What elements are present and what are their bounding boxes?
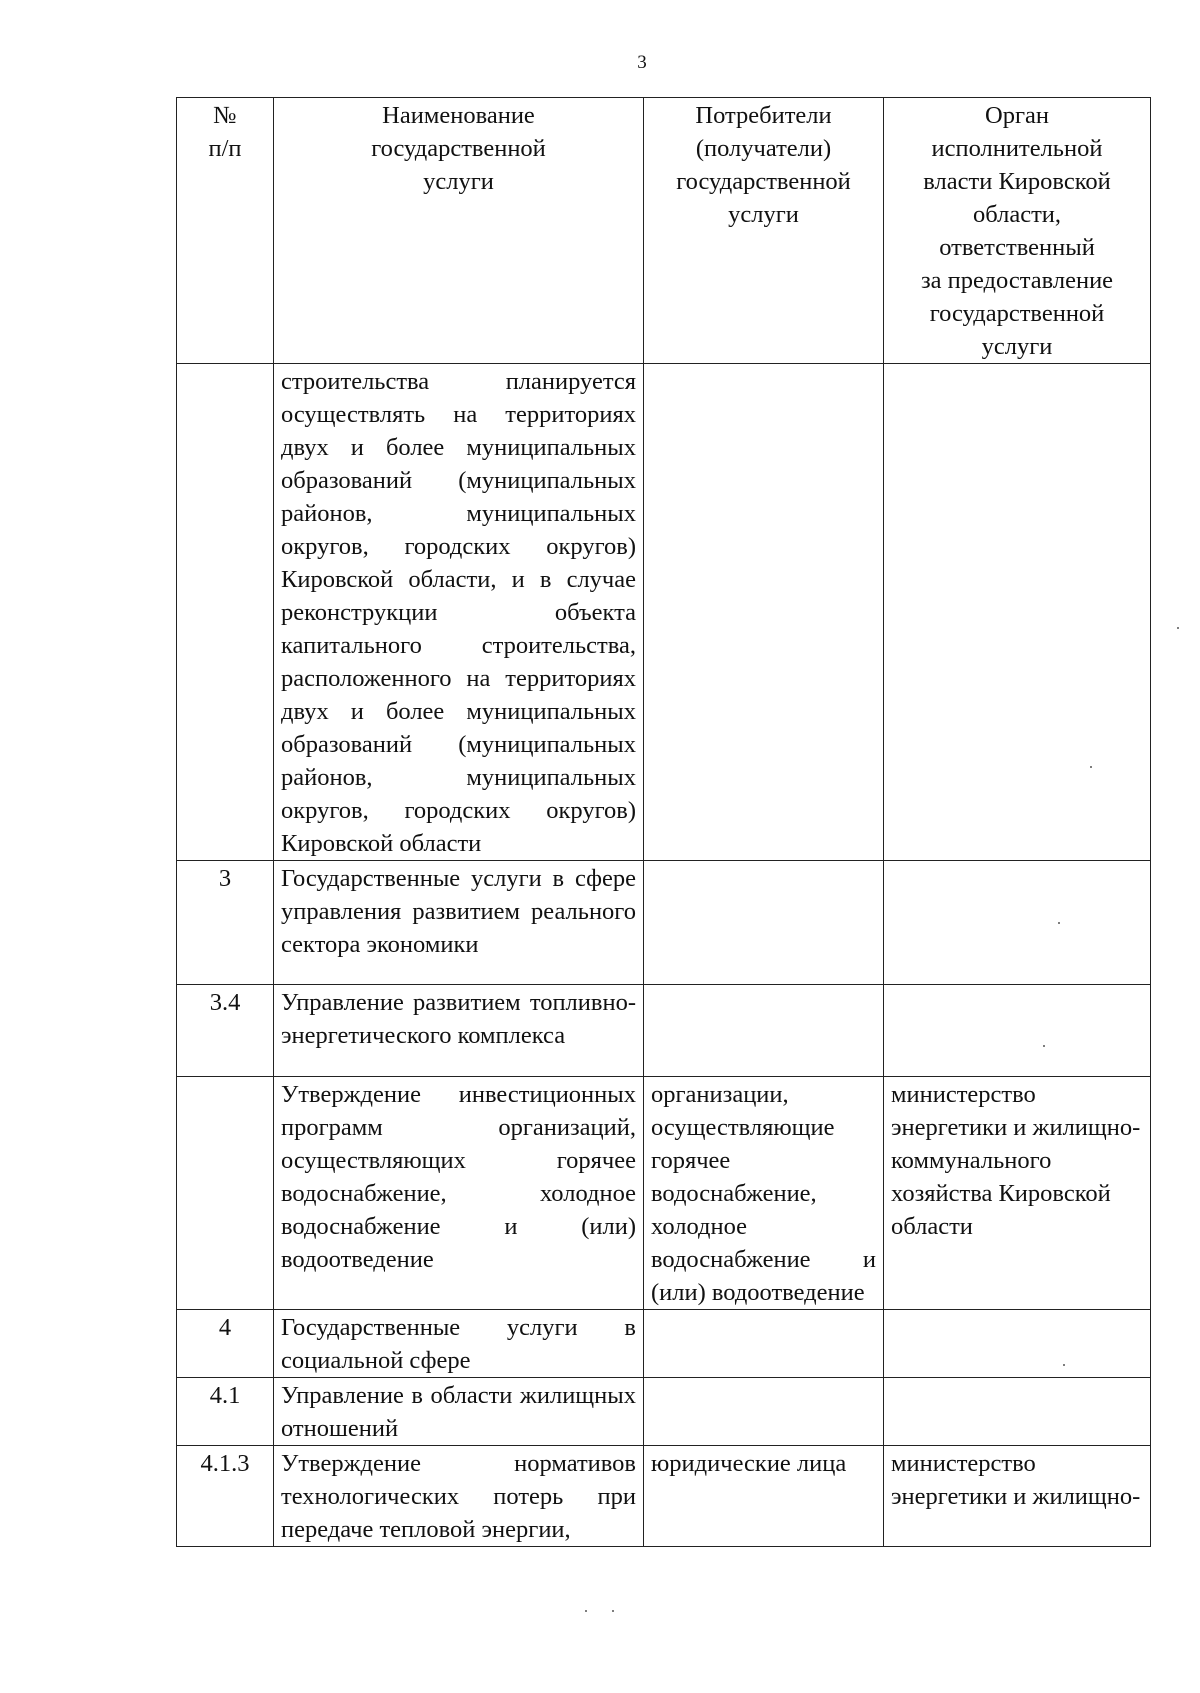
row-authority: министерство энергетики и жилищно-коммунального хозяйства Кировской области [884, 1077, 1151, 1310]
row-authority [884, 985, 1151, 1077]
row-service-name: строительства планируется осуществлять на территориях двух и более муниципальных образований (муниципальных районов, муниципальных округов, городских округов) Кировской области, и в случае реконструкции объекта капитального строительства, расположенного на территориях двух и более муниципальных образований (муниципальных районов, муниципальных округов, городских округов) Кировской области [274, 364, 644, 861]
table-row [177, 1446, 1151, 1547]
row-service-name: Утверждение нормативов технологических потерь при передаче тепловой энергии, [274, 1446, 644, 1547]
row-authority [884, 1378, 1151, 1446]
scan-speck [585, 1610, 587, 1612]
services-table [176, 97, 1151, 1547]
table-header-row [177, 98, 1151, 364]
row-consumers [644, 861, 884, 985]
row-consumers [644, 364, 884, 861]
scan-speck [1063, 1364, 1065, 1366]
row-number: 3.4 [177, 985, 274, 1077]
header-consumers: Потребители (получатели) государственной услуги [644, 98, 884, 364]
table-row [177, 1310, 1151, 1378]
header-service-name: Наименование государственной услуги [274, 98, 644, 364]
scan-speck [1058, 922, 1060, 924]
row-consumers [644, 1310, 884, 1378]
table-row [177, 364, 1151, 861]
row-service-name: Государственные услуги в сфере управления развитием реального сектора экономики [274, 861, 644, 985]
table-row [177, 861, 1151, 985]
row-number: 4.1 [177, 1378, 274, 1446]
row-consumers [644, 1378, 884, 1446]
row-consumers: организации, осуществляющие горячее водоснабжение, холодное водоснабжение и (или) водоотведение [644, 1077, 884, 1310]
row-number: 3 [177, 861, 274, 985]
row-consumers: юридические лица [644, 1446, 884, 1547]
row-authority [884, 1310, 1151, 1378]
row-authority [884, 861, 1151, 985]
scan-speck [1043, 1045, 1045, 1047]
row-authority [884, 364, 1151, 861]
table-row [177, 1378, 1151, 1446]
header-authority: Орган исполнительной власти Кировской области, ответственный за предоставление государственной услуги [884, 98, 1151, 364]
row-number: 4 [177, 1310, 274, 1378]
row-number [177, 364, 274, 861]
table-row [177, 985, 1151, 1077]
row-number [177, 1077, 274, 1310]
scan-speck [1177, 627, 1179, 629]
row-authority: министерство энергетики и жилищно- [884, 1446, 1151, 1547]
scan-speck [612, 1610, 614, 1612]
row-service-name: Государственные услуги в социальной сфере [274, 1310, 644, 1378]
row-service-name: Управление развитием топливно-энергетического комплекса [274, 985, 644, 1077]
header-number: № п/п [177, 98, 274, 364]
row-service-name: Утверждение инвестиционных программ организаций, осуществляющих горячее водоснабжение, холодное водоснабжение и (или) водоотведение [274, 1077, 644, 1310]
row-number: 4.1.3 [177, 1446, 274, 1547]
table-row [177, 1077, 1151, 1310]
row-consumers [644, 985, 884, 1077]
row-service-name: Управление в области жилищных отношений [274, 1378, 644, 1446]
scan-speck [1090, 766, 1092, 768]
page-number: 3 [637, 52, 647, 73]
